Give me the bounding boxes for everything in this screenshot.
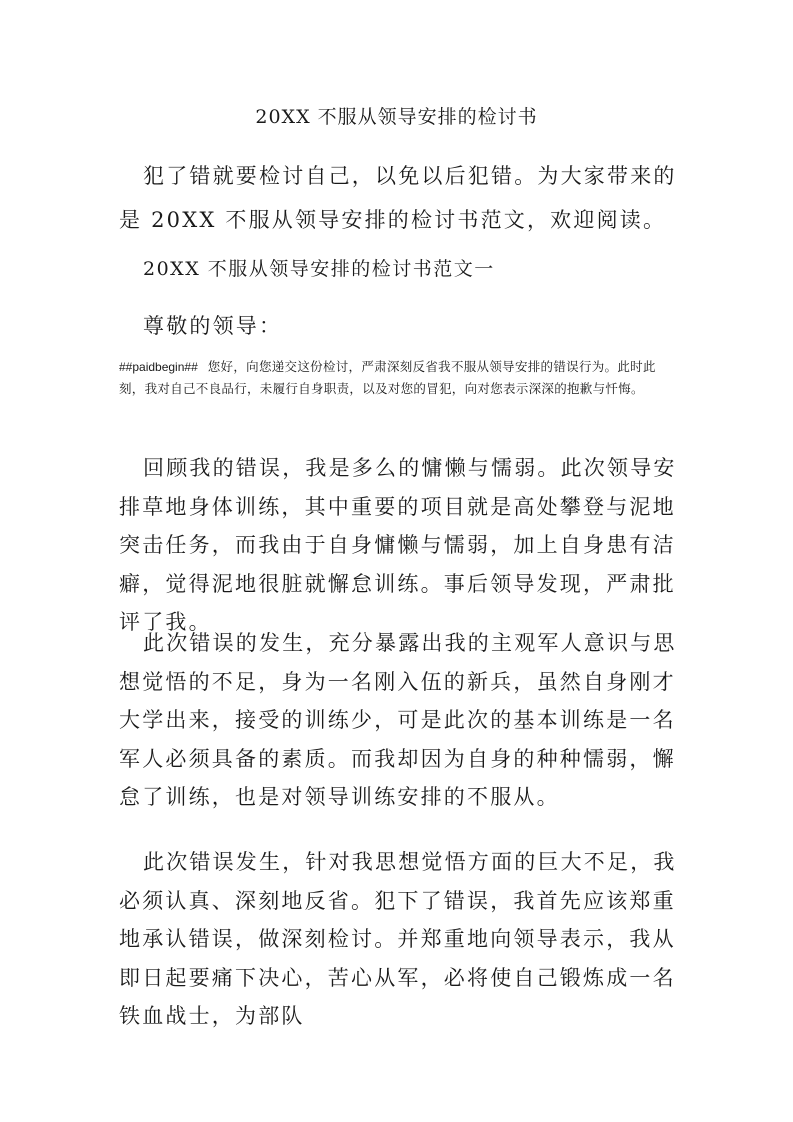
opening-text: 您好，向您递交这份检讨，严肃深刻反省我不服从领导安排的错误行为。此时此刻，我对自己不良品行，未履行自身职责，以及对您的冒犯，向对您表示深深的抱歉与忏悔。 [119, 359, 656, 396]
section-subtitle: 20XX 不服从领导安排的检讨书范文一 [143, 258, 495, 280]
body-paragraph: 此次错误发生，针对我思想觉悟方面的巨大不足，我必须认真、深刻地反省。犯下了错误，我首先应该郑重地承认错误，做深刻检讨。并郑重地向领导表示，我从即日起要痛下决心，苦心从军，必将使自己锻炼成一名铁血战士，为部队 [119, 850, 677, 1028]
document-title: 20XX 不服从领导安排的检讨书 [255, 106, 538, 128]
intro-paragraph: 犯了错就要检讨自己，以免以后犯错。为大家带来的是 20XX 不服从领导安排的检讨书范文，欢迎阅读。 [119, 164, 677, 232]
paid-marker: ##paidbegin## [119, 360, 198, 374]
opening-paragraph [119, 356, 679, 399]
salutation: 尊敬的领导： [143, 314, 283, 338]
body-paragraph: 回顾我的错误，我是多么的慵懒与懦弱。此次领导安排草地身体训练，其中重要的项目就是高处攀登与泥地突击任务，而我由于自身慵懒与懦弱，加上自身患有洁癖，觉得泥地很脏就懈怠训练。事后领导发现，严肃批评了我。 [119, 456, 677, 634]
body-paragraph: 此次错误的发生，充分暴露出我的主观军人意识与思想觉悟的不足，身为一名刚入伍的新兵，虽然自身刚才大学出来，接受的训练少，可是此次的基本训练是一名军人必须具备的素质。而我却因为自身的种种懦弱，懈怠了训练，也是对领导训练安排的不服从。 [119, 631, 677, 809]
